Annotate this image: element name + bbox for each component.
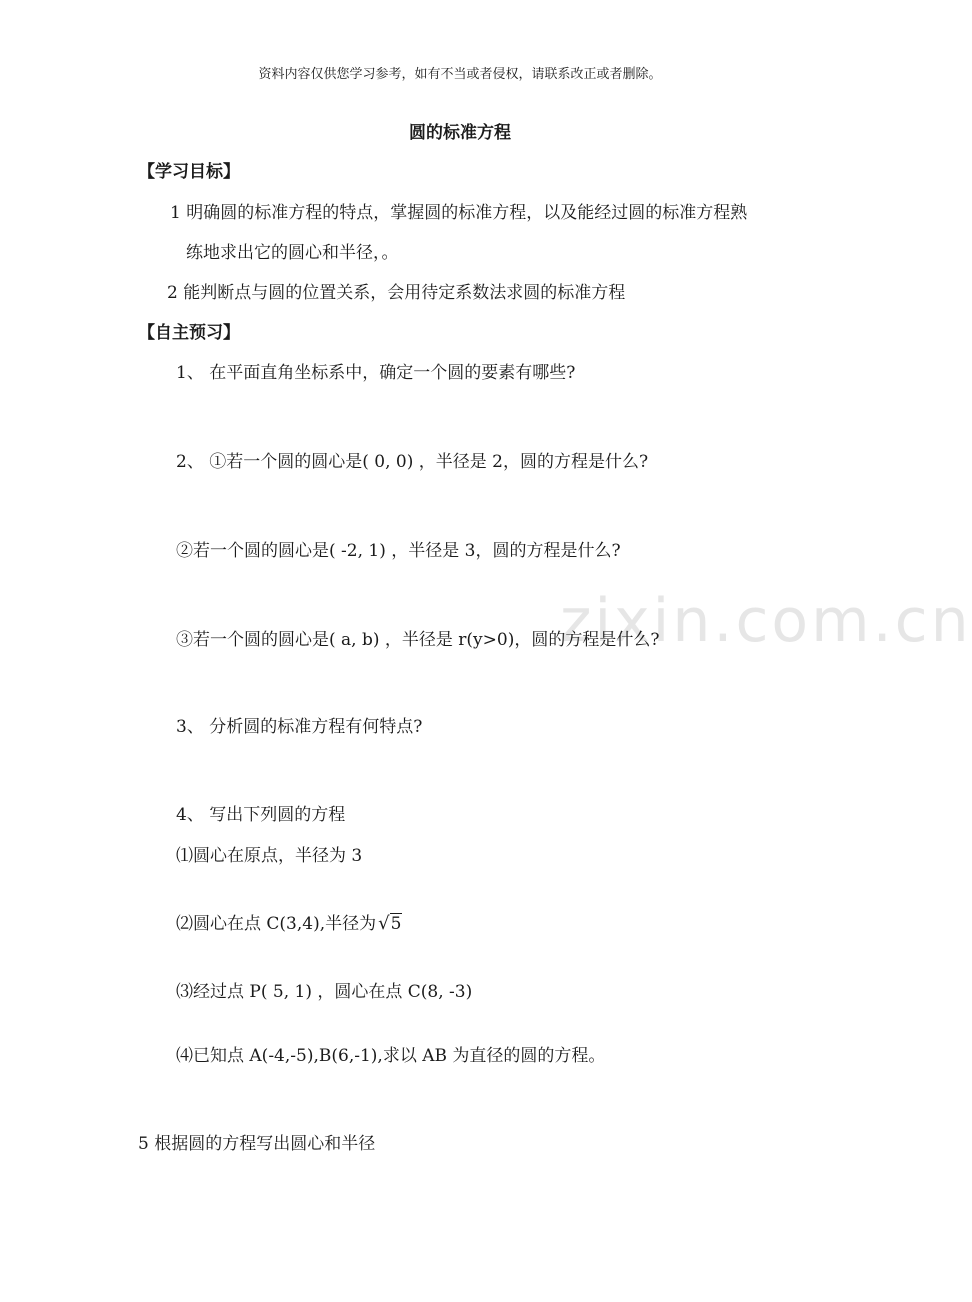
question-3: 3、 分析圆的标准方程有何特点? [176,717,423,737]
document-title: 圆的标准方程 [409,123,511,143]
question-4: 4、 写出下列圆的方程 [176,805,346,825]
goals-heading: 【学习目标】 [138,162,240,182]
watermark: zixin.com.cn [560,586,972,656]
square-root-symbol: √5 [378,913,402,934]
goal-item-2: 2 能判断点与圆的位置关系，会用待定系数法求圆的标准方程 [167,283,626,303]
question-2-part-2: ②若一个圆的圆心是( -2, 1) ，半径是 3，圆的方程是什么? [176,541,621,561]
question-5: 5 根据圆的方程写出圆心和半径 [138,1134,376,1154]
preview-heading: 【自主预习】 [138,323,240,343]
goal-item-1-line-1: 1 明确圆的标准方程的特点，掌握圆的标准方程，以及能经过圆的标准方程熟 [170,203,748,223]
goal-item-1-line-2: 练地求出它的圆心和半径，。 [186,243,399,263]
question-4-item-2-text: ⑵圆心在点 C(3,4),半径为 [176,914,377,934]
square-root-radicand: 5 [390,914,402,934]
header-note: 资料内容仅供您学习参考，如有不当或者侵权，请联系改正或者删除。 [258,67,662,82]
question-2-part-3: ③若一个圆的圆心是( a, b) ，半径是 r(y>0)，圆的方程是什么? [176,630,660,650]
question-4-item-4: ⑷已知点 A(-4,-5),B(6,-1),求以 AB 为直径的圆的方程。 [176,1046,606,1066]
question-4-item-1: ⑴圆心在原点，半径为 3 [176,846,363,866]
question-4-item-2 [176,913,402,935]
question-4-item-3: ⑶经过点 P( 5, 1) ，圆心在点 C(8, -3) [176,982,473,1002]
question-1: 1、 在平面直角坐标系中，确定一个圆的要素有哪些? [176,363,576,383]
question-2-part-1: 2、 ①若一个圆的圆心是( 0, 0) ，半径是 2，圆的方程是什么? [176,452,649,472]
